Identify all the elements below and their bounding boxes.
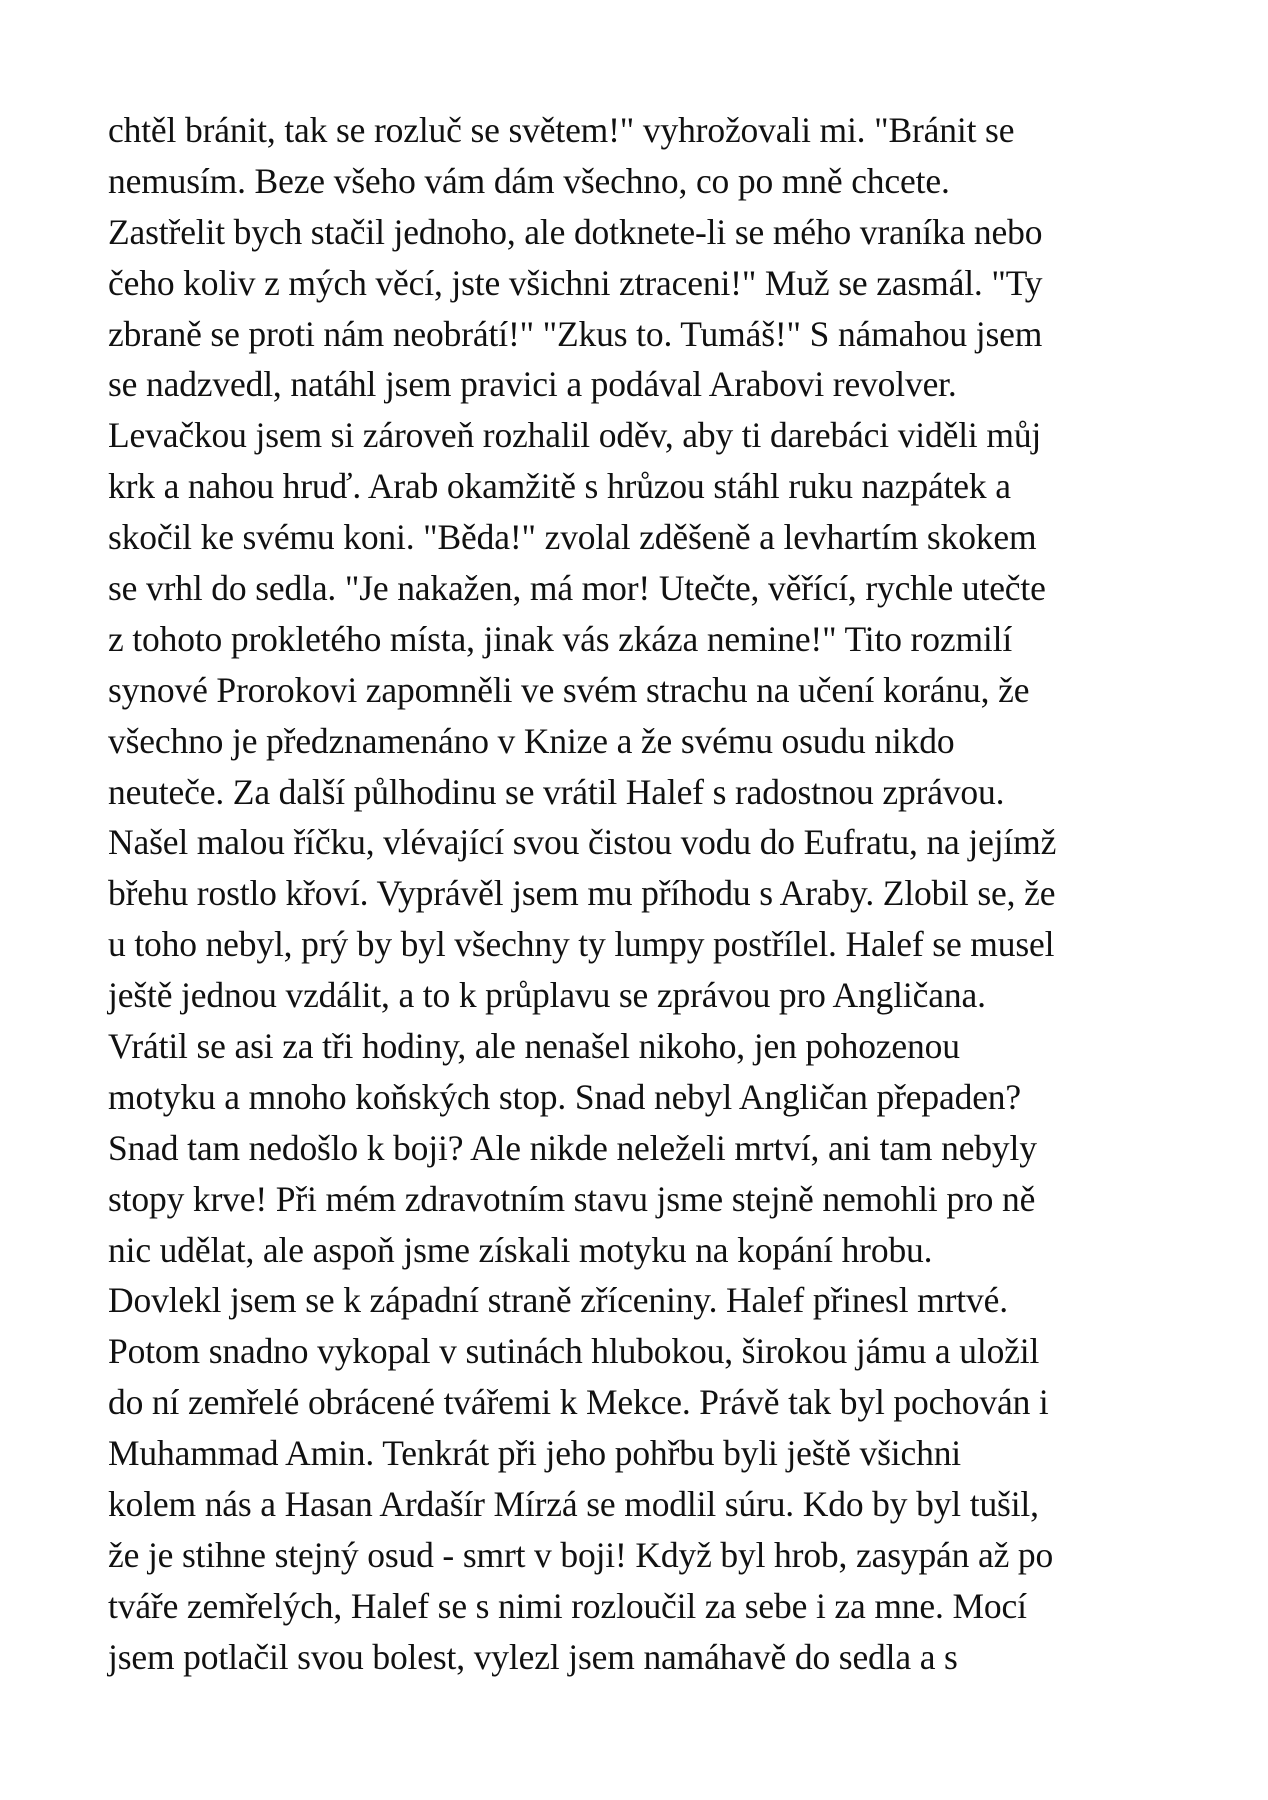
text-line: ještě jednou vzdálit, a to k průplavu se zprávou pro Angličana. (108, 975, 986, 1016)
text-line: se vrhl do sedla. "Je nakažen, má mor! Utečte, věřící, rychle utečte (108, 568, 1046, 609)
text-line: chtěl bránit, tak se rozluč se světem!" vyhrožovali mi. "Bránit se (108, 110, 1015, 150)
text-line: tváře zemřelých, Halef se s nimi rozloučil za sebe i za mne. Mocí (108, 1585, 1027, 1626)
text-line: všechno je předznamenáno v Knize a že svému osudu nikdo (108, 720, 955, 761)
text-line: z tohoto prokletého místa, jinak vás zkáza nemine!" Tito rozmilí (108, 618, 1013, 659)
text-line: neuteče. Za další půlhodinu se vrátil Halef s radostnou zprávou. (108, 771, 1005, 812)
text-line: motyku a mnoho koňských stop. Snad nebyl Angličan přepaden? (108, 1076, 1022, 1117)
text-line: břehu rostlo křoví. Vyprávěl jsem mu příhodu s Araby. Zlobil se, že (108, 873, 1056, 914)
text-line: Zastřelit bych stačil jednoho, ale dotknete-li se mého vraníka nebo (108, 211, 1043, 252)
text-line: nic udělat, ale aspoň jsme získali motyku na kopání hrobu. (108, 1229, 933, 1270)
text-line: Levačkou jsem si zároveň rozhalil oděv, aby ti darebáci viděli můj (108, 415, 1042, 456)
text-line: Našel malou říčku, vlévající svou čistou vodu do Eufratu, na jejímž (108, 822, 1057, 863)
text-line: že je stihne stejný osud - smrt v boji! Když byl hrob, zasypán až po (108, 1534, 1054, 1575)
body-text (108, 105, 1188, 1683)
text-line: stopy krve! Při mém zdravotním stavu jsme stejně nemohli pro ně (108, 1178, 1036, 1219)
text-line: synové Prorokovi zapomněli ve svém strachu na učení koránu, že (108, 669, 1030, 710)
text-line: Snad tam nedošlo k boji? Ale nikde neleželi mrtví, ani tam nebyly (108, 1127, 1037, 1168)
text-line: krk a nahou hruď. Arab okamžitě s hrůzou stáhl ruku nazpátek a (108, 466, 1011, 507)
text-line: Vrátil se asi za tři hodiny, ale nenašel nikoho, jen pohozenou (108, 1026, 960, 1067)
text-line: jsem potlačil svou bolest, vylezl jsem namáhavě do sedla a s (108, 1636, 958, 1677)
text-line: Dovlekl jsem se k západní straně zříceniny. Halef přinesl mrtvé. (108, 1280, 1008, 1321)
text-line: Muhammad Amin. Tenkrát při jeho pohřbu byli ještě všichni (108, 1433, 962, 1474)
text-line: kolem nás a Hasan Ardašír Mírzá se modlil súru. Kdo by byl tušil, (108, 1484, 1039, 1525)
text-line: u toho nebyl, prý by byl všechny ty lumpy postřílel. Halef se musel (108, 924, 1055, 965)
text-line: čeho koliv z mých věcí, jste všichni ztraceni!" Muž se zasmál. "Ty (108, 262, 1043, 303)
text-line: zbraně se proti nám neobrátí!" "Zkus to. Tumáš!" S námahou jsem (108, 313, 1043, 354)
text-line: skočil ke svému koni. "Běda!" zvolal zděšeně a levhartím skokem (108, 517, 1037, 558)
text-line: do ní zemřelé obrácené tvářemi k Mekce. Právě tak byl pochován i (108, 1382, 1049, 1423)
text-line: se nadzvedl, natáhl jsem pravici a podával Arabovi revolver. (108, 364, 957, 405)
text-line: nemusím. Beze všeho vám dám všechno, co po mně chcete. (108, 160, 950, 201)
text-line: Potom snadno vykopal v sutinách hlubokou, širokou jámu a uložil (108, 1331, 1040, 1372)
